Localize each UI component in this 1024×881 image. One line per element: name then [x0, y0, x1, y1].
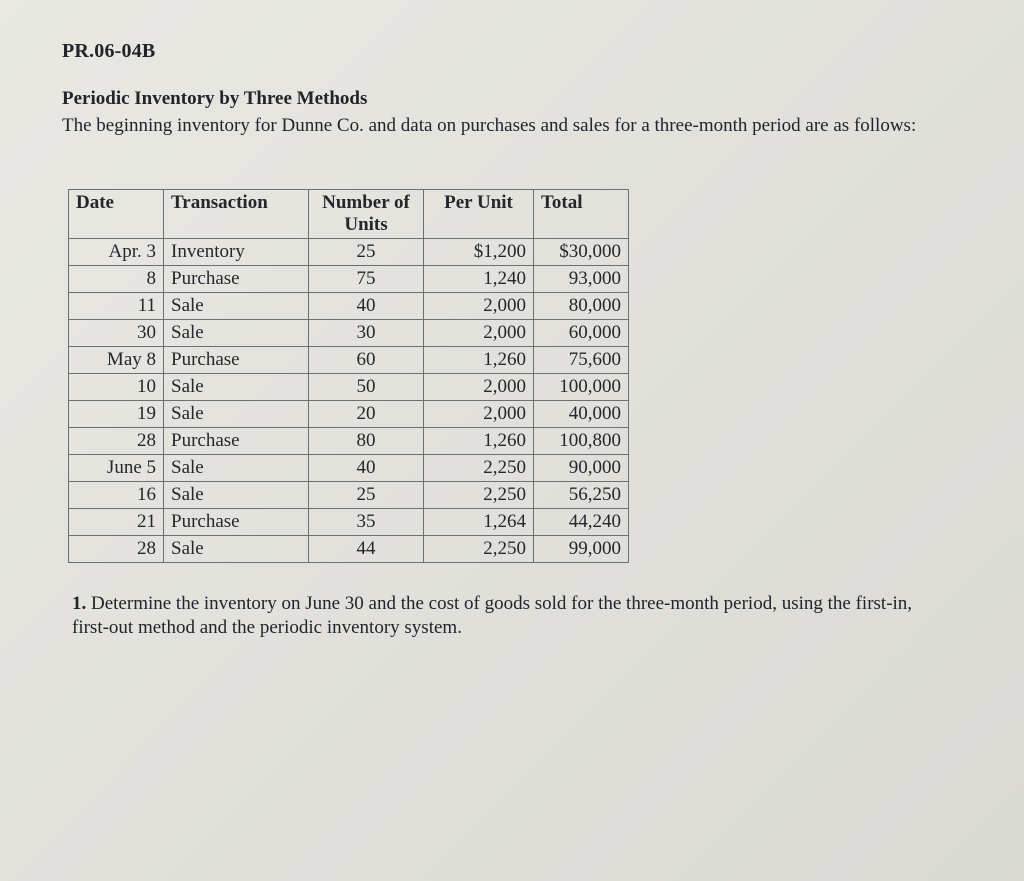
table-row — [69, 428, 629, 455]
cell-date: 8 — [69, 266, 164, 293]
table-row — [69, 455, 629, 482]
cell-units: 35 — [309, 509, 424, 536]
cell-units: 25 — [309, 482, 424, 509]
cell-total: 100,800 — [534, 428, 629, 455]
cell-date: June 5 — [69, 455, 164, 482]
table-row — [69, 320, 629, 347]
cell-total: 99,000 — [534, 536, 629, 563]
column-header-date: Date — [69, 190, 164, 239]
inventory-table — [68, 189, 629, 563]
cell-date: 28 — [69, 536, 164, 563]
table-row — [69, 482, 629, 509]
cell-transaction: Purchase — [164, 266, 309, 293]
cell-total: $30,000 — [534, 239, 629, 266]
cell-transaction: Sale — [164, 293, 309, 320]
cell-date: 21 — [69, 509, 164, 536]
table-header-row — [69, 190, 629, 239]
cell-units: 30 — [309, 320, 424, 347]
cell-units: 80 — [309, 428, 424, 455]
table-row — [69, 347, 629, 374]
cell-date: Apr. 3 — [69, 239, 164, 266]
cell-per-unit: 2,000 — [424, 401, 534, 428]
problem-title: Periodic Inventory by Three Methods — [62, 88, 368, 109]
cell-per-unit: 1,264 — [424, 509, 534, 536]
cell-per-unit: 2,000 — [424, 320, 534, 347]
cell-total: 40,000 — [534, 401, 629, 428]
cell-transaction: Sale — [164, 455, 309, 482]
cell-transaction: Sale — [164, 374, 309, 401]
cell-transaction: Sale — [164, 401, 309, 428]
cell-units: 50 — [309, 374, 424, 401]
table-row — [69, 374, 629, 401]
column-header-total: Total — [534, 190, 629, 239]
cell-per-unit: 1,240 — [424, 266, 534, 293]
requirement — [72, 592, 952, 640]
cell-transaction: Inventory — [164, 239, 309, 266]
cell-per-unit: 1,260 — [424, 347, 534, 374]
cell-units: 60 — [309, 347, 424, 374]
cell-units: 75 — [309, 266, 424, 293]
cell-total: 75,600 — [534, 347, 629, 374]
cell-transaction: Purchase — [164, 428, 309, 455]
cell-units: 44 — [309, 536, 424, 563]
cell-date: May 8 — [69, 347, 164, 374]
cell-total: 80,000 — [534, 293, 629, 320]
cell-units: 20 — [309, 401, 424, 428]
cell-total: 90,000 — [534, 455, 629, 482]
cell-transaction: Sale — [164, 320, 309, 347]
cell-per-unit: 2,250 — [424, 455, 534, 482]
cell-total: 44,240 — [534, 509, 629, 536]
cell-per-unit: $1,200 — [424, 239, 534, 266]
cell-total: 100,000 — [534, 374, 629, 401]
column-header-units: Number of Units — [309, 190, 424, 239]
cell-transaction: Purchase — [164, 347, 309, 374]
cell-transaction: Sale — [164, 482, 309, 509]
requirement-text: Determine the inventory on June 30 and the cost of goods sold for the three-month period, using the first-in, first-out method and the periodic inventory system. — [72, 593, 913, 638]
problem-id: PR.06-04B — [62, 40, 156, 62]
cell-per-unit: 2,000 — [424, 293, 534, 320]
table-body — [69, 239, 629, 563]
intro-text: The beginning inventory for Dunne Co. and data on purchases and sales for a three-month period are as follows: — [62, 115, 917, 136]
cell-date: 16 — [69, 482, 164, 509]
cell-date: 30 — [69, 320, 164, 347]
cell-per-unit: 1,260 — [424, 428, 534, 455]
cell-transaction: Sale — [164, 536, 309, 563]
table-row — [69, 509, 629, 536]
cell-units: 40 — [309, 455, 424, 482]
column-header-per-unit: Per Unit — [424, 190, 534, 239]
cell-per-unit: 2,000 — [424, 374, 534, 401]
table-row — [69, 536, 629, 563]
cell-date: 11 — [69, 293, 164, 320]
cell-total: 60,000 — [534, 320, 629, 347]
cell-date: 28 — [69, 428, 164, 455]
cell-date: 19 — [69, 401, 164, 428]
table-row — [69, 401, 629, 428]
column-header-transaction: Transaction — [164, 190, 309, 239]
table-row — [69, 266, 629, 293]
cell-units: 40 — [309, 293, 424, 320]
table-row — [69, 239, 629, 266]
cell-per-unit: 2,250 — [424, 482, 534, 509]
cell-total: 93,000 — [534, 266, 629, 293]
table-row — [69, 293, 629, 320]
cell-units: 25 — [309, 239, 424, 266]
cell-per-unit: 2,250 — [424, 536, 534, 563]
cell-total: 56,250 — [534, 482, 629, 509]
requirement-number: 1. — [72, 593, 87, 614]
cell-transaction: Purchase — [164, 509, 309, 536]
cell-date: 10 — [69, 374, 164, 401]
